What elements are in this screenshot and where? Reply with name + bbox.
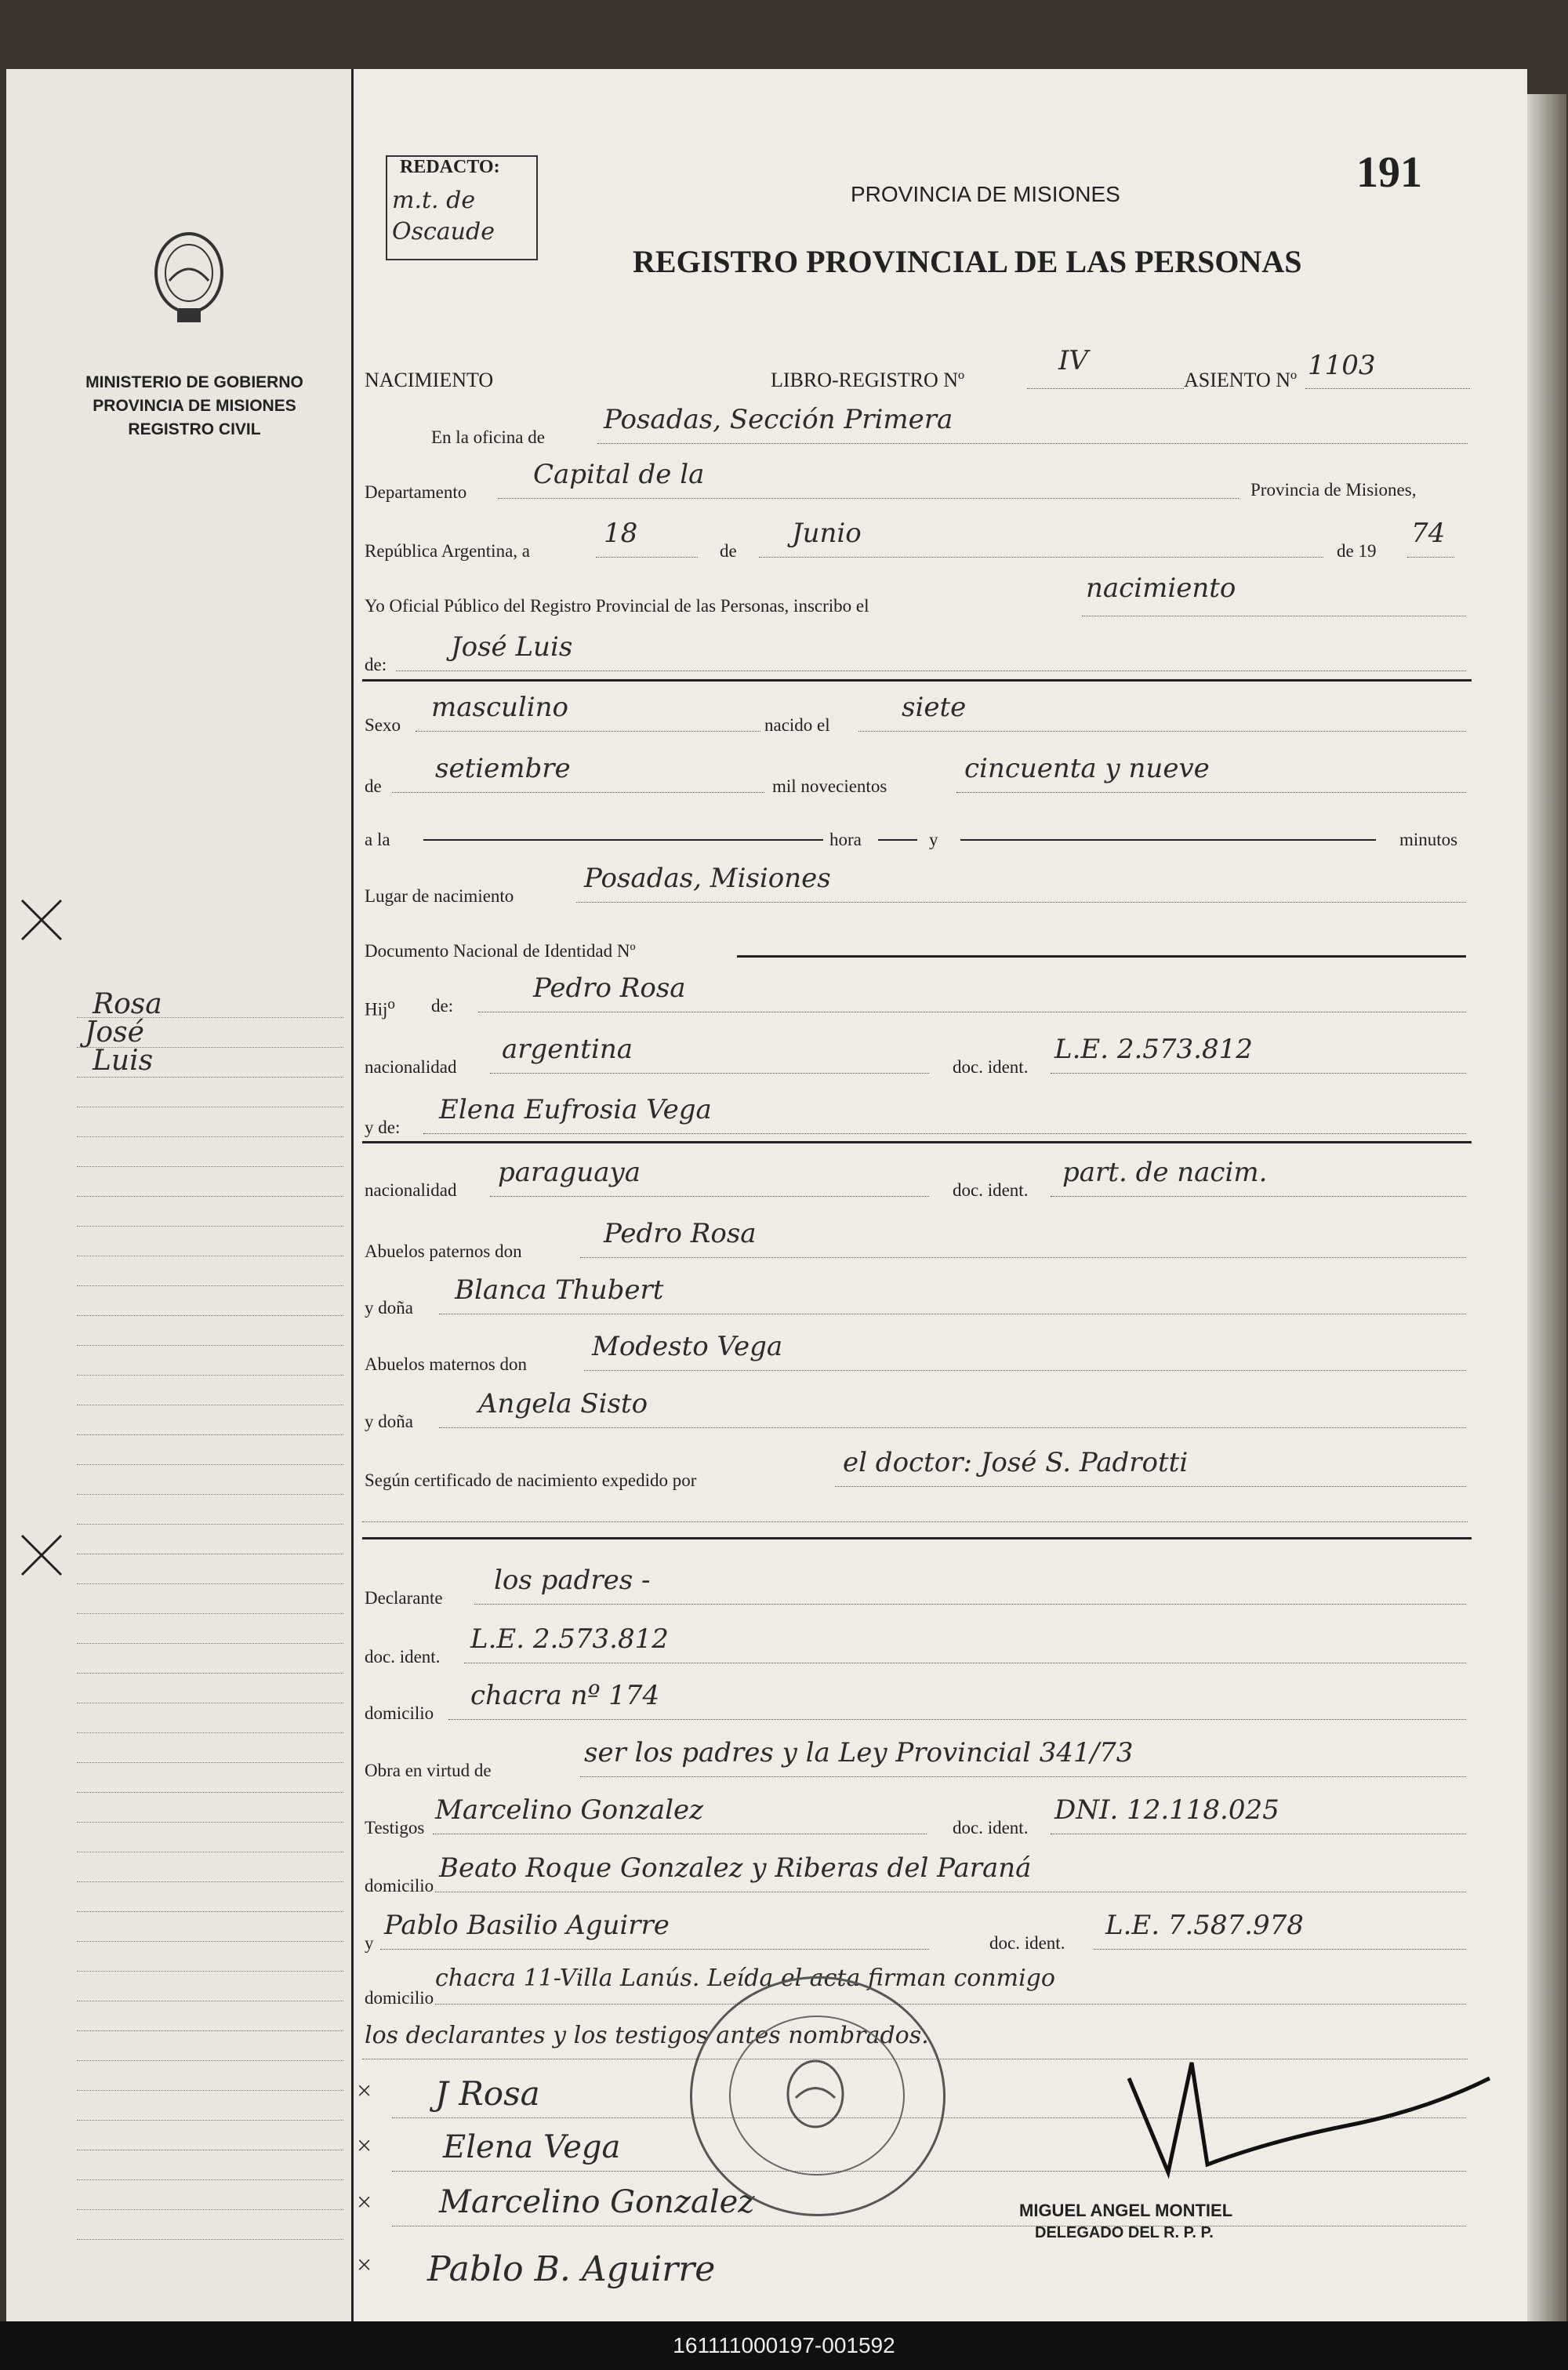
mil-value: cincuenta y nueve <box>964 753 1210 784</box>
nac-padre-label: nacionalidad <box>365 1057 457 1077</box>
abuelo-m-line <box>584 1370 1466 1371</box>
doc-t2-line <box>1094 1949 1466 1950</box>
abuelo-p-line <box>580 1257 1466 1258</box>
seal-emblem-icon <box>776 2055 855 2133</box>
doc-t1-value: DNI. 12.118.025 <box>1054 1794 1279 1826</box>
provincia-label: Provincia de Misiones, <box>1250 480 1417 500</box>
header-province: PROVINCIA DE MISIONES <box>851 182 1120 206</box>
testigo2-value: Pablo Basilio Aguirre <box>384 1910 670 1941</box>
abuelos-p-label: Abuelos paternos don <box>365 1241 522 1261</box>
margin-note-surname: Rosa <box>93 988 162 1020</box>
hijo-prefix: Hij <box>365 999 388 1020</box>
anio-value: 74 <box>1411 518 1446 549</box>
oficial-value: nacimiento <box>1086 573 1236 604</box>
doc-madre-value: part. de nacim. <box>1062 1157 1268 1188</box>
declarante-line <box>474 1604 1466 1605</box>
redacto-label: REDACTO: <box>400 157 500 177</box>
registry-label: REGISTRO CIVIL <box>128 420 261 438</box>
oficial-label: Yo Oficial Público del Registro Provincial de las Personas, inscribo el <box>365 596 869 616</box>
oficina-label: En la oficina de <box>431 427 545 447</box>
madre-value: Elena Eufrosia Vega <box>439 1094 712 1125</box>
doc-decl-label: doc. ident. <box>365 1647 441 1667</box>
left-margin-column <box>6 69 354 2321</box>
hijo-suffix: o <box>387 996 395 1012</box>
asiento-line <box>1305 388 1470 389</box>
declarante-label: Declarante <box>365 1588 443 1608</box>
de2-label: de: <box>365 655 387 674</box>
testigo1-value: Marcelino Gonzalez <box>435 1794 704 1826</box>
domicilio-label: domicilio <box>365 1703 434 1723</box>
redacto-value: m.t. de Oscaude <box>392 187 495 245</box>
sexo-line <box>416 731 760 732</box>
asiento-label: ASIENTO Nº <box>1184 369 1298 391</box>
lugar-label: Lugar de nacimiento <box>365 886 514 906</box>
libro-value: IV <box>1058 345 1088 376</box>
departamento-label: Departamento <box>365 482 467 502</box>
anio-line <box>1407 557 1454 558</box>
page-divider <box>351 69 354 2321</box>
signature-3: Marcelino Gonzalez <box>439 2184 755 2220</box>
padre-value: Pedro Rosa <box>533 972 686 1004</box>
minutos-label: minutos <box>1399 830 1458 849</box>
margin-note-name2: Luis <box>93 1045 154 1077</box>
madre-rule <box>362 1141 1472 1143</box>
margin-note-name1: José <box>85 1016 144 1049</box>
nac-padre-value: argentina <box>502 1034 633 1065</box>
nacido-value: siete <box>902 692 967 723</box>
doc-padre-line <box>1051 1073 1466 1074</box>
abuelos-m-label: Abuelos maternos don <box>365 1354 527 1374</box>
departamento-value: Capital de la <box>533 459 705 490</box>
doc-padre-value: L.E. 2.573.812 <box>1054 1034 1253 1065</box>
margin-ruled-lines <box>77 988 343 2240</box>
signature-mark: × <box>357 2132 372 2161</box>
sexo-value: masculino <box>431 692 569 723</box>
nac-padre-line <box>490 1073 929 1074</box>
coat-of-arms-icon <box>146 226 232 328</box>
de3-label: de <box>365 776 382 796</box>
abuela-m-line <box>439 1427 1466 1428</box>
dom-t2-line <box>435 2004 1466 2005</box>
hora-dash <box>423 839 823 841</box>
hora-label: hora <box>829 830 862 849</box>
binding-stitch-icon <box>14 885 69 979</box>
section-rule <box>362 679 1472 682</box>
doc-decl-value: L.E. 2.573.812 <box>470 1623 669 1655</box>
sexo-label: Sexo <box>365 715 401 735</box>
nac-madre-line <box>490 1196 929 1197</box>
testigos-label: Testigos <box>365 1818 425 1837</box>
dia-line <box>596 557 698 558</box>
certificado-line <box>835 1486 1466 1487</box>
hora-dash2 <box>878 839 917 841</box>
oficina-value: Posadas, Sección Primera <box>604 404 953 435</box>
y-t2-label: y <box>365 1933 374 1953</box>
doc-t2-label: doc. ident. <box>989 1933 1065 1953</box>
anio-label: de 19 <box>1337 541 1377 561</box>
signature-mark: × <box>357 2251 372 2280</box>
libro-line <box>1027 388 1184 389</box>
nacido-line <box>858 731 1466 732</box>
nac-madre-value: paraguaya <box>498 1157 641 1188</box>
dom-t2-label: domicilio <box>365 1988 434 2008</box>
minutos-dash <box>960 839 1376 841</box>
abuelo-m-value: Modesto Vega <box>592 1331 783 1362</box>
section-rule-2 <box>362 1537 1472 1539</box>
signature-2: Elena Vega <box>443 2129 621 2165</box>
oficina-line <box>597 443 1468 444</box>
departamento-line <box>498 498 1239 499</box>
abuela-m-value: Angela Sisto <box>478 1388 648 1419</box>
obra-line <box>580 1776 1466 1777</box>
abuela-m-label: y doña <box>365 1412 413 1431</box>
mil-line <box>956 792 1466 793</box>
abuelo-p-value: Pedro Rosa <box>604 1218 757 1249</box>
mes-nac-value: setiembre <box>435 753 571 784</box>
mes-nac-line <box>392 792 764 793</box>
yde-label: y de: <box>365 1118 401 1137</box>
page-title: REGISTRO PROVINCIAL DE LAS PERSONAS <box>633 244 1302 279</box>
republica-label: República Argentina, a <box>365 541 530 561</box>
asiento-value: 1103 <box>1308 350 1376 381</box>
dia-value: 18 <box>604 518 638 549</box>
nombre-value: José Luis <box>451 631 573 663</box>
signature-mark: × <box>357 2188 372 2217</box>
lugar-value: Posadas, Misiones <box>584 863 831 894</box>
libro-label: LIBRO-REGISTRO Nº <box>771 369 965 391</box>
y-label: y <box>929 830 938 849</box>
abuela-p-label: y doña <box>365 1298 413 1318</box>
doc-madre-label: doc. ident. <box>953 1180 1029 1200</box>
dni-line <box>737 955 1466 958</box>
hijo-de-label: de: <box>431 996 454 1016</box>
dom-t2-value: chacra 11-Villa Lanús. Leída el acta firman conmigo <box>435 1965 1055 1992</box>
signature-4: Pablo B. Aguirre <box>427 2249 716 2289</box>
page-edge <box>1527 94 1566 2321</box>
dom-t1-label: domicilio <box>365 1876 434 1896</box>
nac-madre-label: nacionalidad <box>365 1180 457 1200</box>
document-id-footer: 161111000197-001592 <box>0 2321 1568 2370</box>
madre-line <box>423 1133 1466 1134</box>
page-number: 191 <box>1356 148 1422 197</box>
signature-1: J Rosa <box>435 2074 540 2113</box>
mil-label: mil novecientos <box>772 776 887 796</box>
province-label: PROVINCIA DE MISIONES <box>93 397 296 415</box>
ministry-label: MINISTERIO DE GOBIERNO <box>85 373 303 391</box>
doc-t2-value: L.E. 7.587.978 <box>1105 1910 1304 1941</box>
certificado-value: el doctor: José S. Padrotti <box>843 1447 1189 1478</box>
declarante-value: los padres - <box>494 1565 651 1596</box>
signature-mark: × <box>357 2077 372 2106</box>
de-label: de <box>720 541 737 561</box>
official-name: MIGUEL ANGEL MONTIEL <box>1019 2201 1233 2220</box>
mes-value: Junio <box>792 518 862 549</box>
official-role: DELEGADO DEL R. P. P. <box>1035 2224 1214 2241</box>
abuela-p-value: Blanca Thubert <box>455 1274 664 1306</box>
ala-label: a la <box>365 830 390 849</box>
certificado-label: Según certificado de nacimiento expedido por <box>365 1470 697 1490</box>
binding-stitch-icon <box>14 1520 69 1614</box>
dni-label: Documento Nacional de Identidad Nº <box>365 941 636 961</box>
nacido-label: nacido el <box>764 715 830 735</box>
hijo-label <box>365 996 395 1020</box>
certificado-line2 <box>362 1521 1468 1522</box>
mes-line <box>759 557 1323 558</box>
doc-padre-label: doc. ident. <box>953 1057 1029 1077</box>
doc-madre-line <box>1051 1196 1466 1197</box>
domicilio-value: chacra nº 174 <box>470 1680 660 1711</box>
domicilio-line <box>448 1719 1466 1720</box>
doc-t1-label: doc. ident. <box>953 1818 1029 1837</box>
official-signature-icon <box>1113 2047 1505 2204</box>
cierre-value: los declarantes y los testigos antes nombrados. <box>365 2022 929 2049</box>
lugar-line <box>576 902 1466 903</box>
obra-label: Obra en virtud de <box>365 1761 492 1780</box>
obra-value: ser los padres y la Ley Provincial 341/73 <box>584 1737 1134 1768</box>
testigo2-line <box>380 1949 929 1950</box>
dom-t1-value: Beato Roque Gonzalez y Riberas del Paraná <box>439 1852 1032 1884</box>
record-type: NACIMIENTO <box>365 369 494 391</box>
